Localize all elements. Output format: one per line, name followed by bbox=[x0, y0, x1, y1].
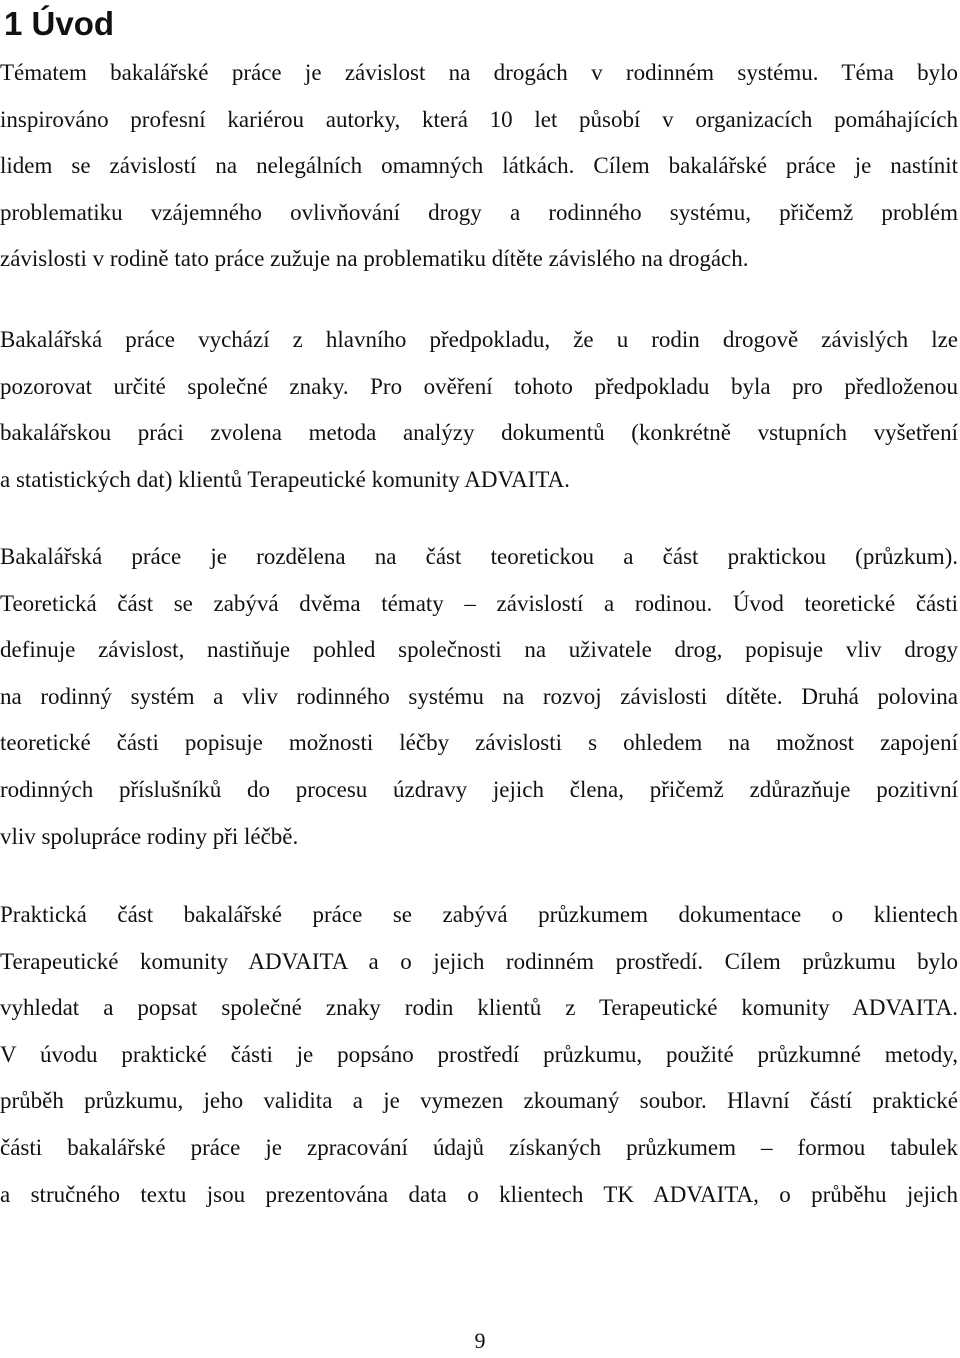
text-line: lidem se závislostí na nelegálních omamných látkách. Cílem bakalářské práce je nastínit bbox=[0, 153, 958, 179]
text-line: vyhledat a popsat společné znaky rodin klientů z Terapeutické komunity ADVAITA. bbox=[0, 995, 958, 1021]
text-line: definuje závislost, nastiňuje pohled společnosti na uživatele drog, popisuje vliv drogy bbox=[0, 637, 958, 663]
text-line: Bakalářská práce vychází z hlavního předpokladu, že u rodin drogově závislých lze bbox=[0, 327, 958, 352]
text-line: vliv spolupráce rodiny při léčbě. bbox=[0, 823, 299, 849]
page-number: 9 bbox=[474, 1328, 486, 1353]
text-line: na rodinný systém a vliv rodinného systému na rozvoj závislosti dítěte. Druhá polovina bbox=[0, 683, 958, 709]
text-line: a statistických dat) klientů Terapeutické komunity ADVAITA. bbox=[0, 466, 570, 492]
text-line: inspirováno profesní kariérou autorky, která 10 let působí v organizacích pomáhajících bbox=[0, 106, 958, 132]
text-line: Terapeutické komunity ADVAITA a o jejich rodinném prostředí. Cílem průzkumu bylo bbox=[0, 948, 958, 974]
text-line: rodinných příslušníků do procesu úzdravy jejich člena, přičemž zdůrazňuje pozitivní bbox=[0, 776, 958, 802]
text-line: průběh průzkumu, jeho validita a je vymezen zkoumaný soubor. Hlavní částí praktické bbox=[0, 1088, 958, 1114]
text-line: Praktická část bakalářské práce se zabývá průzkumem dokumentace o klientech bbox=[0, 902, 958, 927]
text-line: závislosti v rodině tato práce zužuje na problematiku dítěte závislého na drogách. bbox=[0, 246, 749, 272]
text-line: bakalářskou práci zvolena metoda analýzy dokumentů (konkrétně vstupních vyšetření bbox=[0, 420, 958, 446]
paragraph-practical-part bbox=[0, 892, 958, 1218]
text-line: V úvodu praktické části je popsáno prostředí průzkumu, použité průzkumné metody, bbox=[0, 1041, 958, 1067]
text-line: problematiku vzájemného ovlivňování drogy a rodinného systému, přičemž problém bbox=[0, 199, 958, 225]
text-line: Tématem bakalářské práce je závislost na drogách v rodinném systému. Téma bylo bbox=[0, 60, 958, 85]
text-line: pozorovat určité společné znaky. Pro ověření tohoto předpokladu byla pro předloženou bbox=[0, 373, 958, 399]
text-line: části bakalářské práce je zpracování údajů získaných průzkumem – formou tabulek bbox=[0, 1134, 958, 1160]
text-line: teoretické části popisuje možnosti léčby závislosti s ohledem na možnost zapojení bbox=[0, 730, 958, 756]
paragraph-topic bbox=[0, 50, 958, 283]
paragraph-theory-part bbox=[0, 534, 958, 860]
chapter-heading: 1 Úvod bbox=[4, 5, 115, 42]
paragraph-hypothesis bbox=[0, 317, 958, 503]
text-line: Teoretická část se zabývá dvěma tématy – závislostí a rodinou. Úvod teoretické části bbox=[0, 590, 958, 616]
text-line: a stručného textu jsou prezentována data o klientech TK ADVAITA, o průběhu jejich bbox=[0, 1181, 958, 1207]
text-line: Bakalářská práce je rozdělena na část teoretickou a část praktickou (průzkum). bbox=[0, 544, 958, 569]
